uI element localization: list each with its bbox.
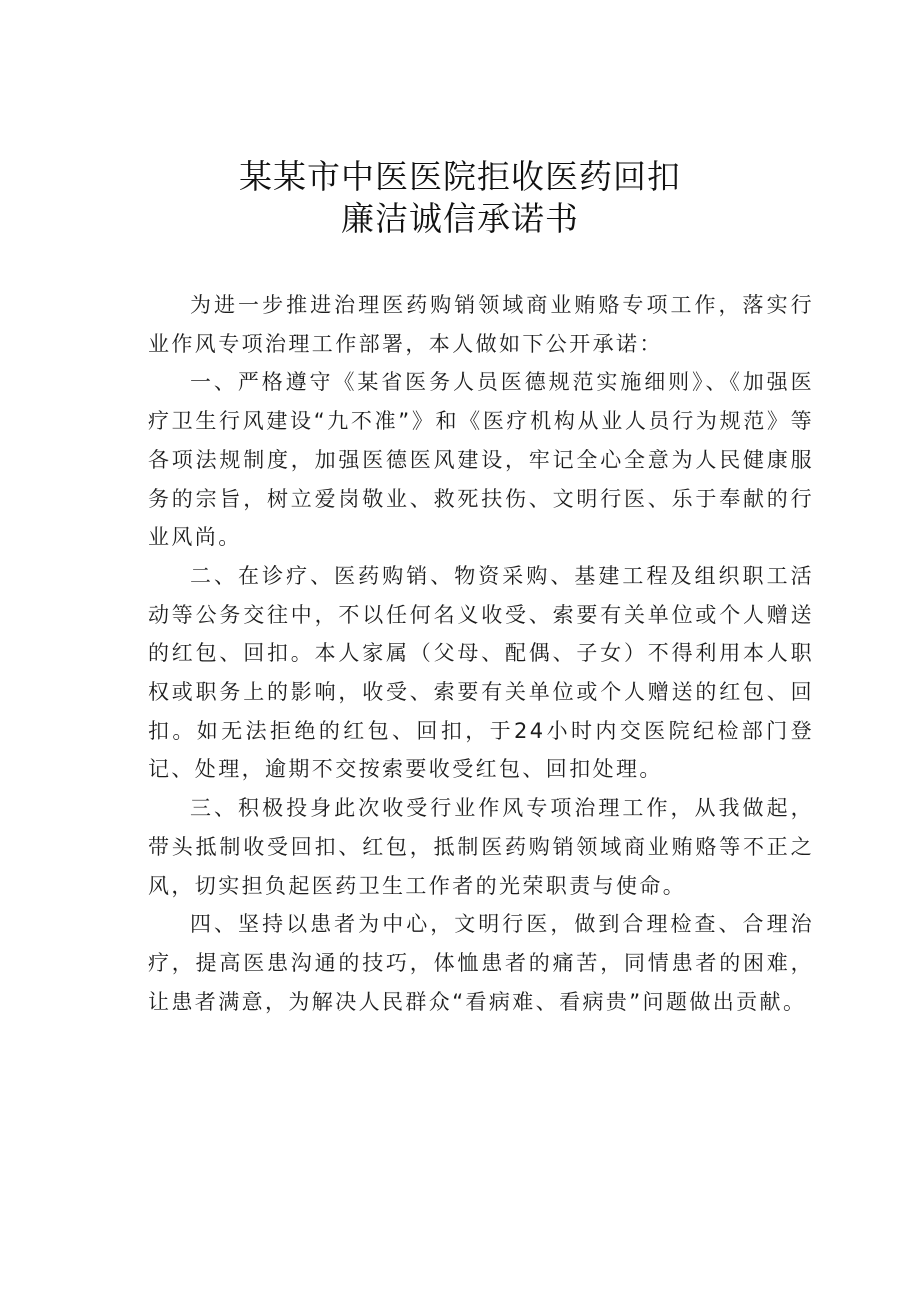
paragraph-intro: 为进一步推进治理医药购销领域商业贿赂专项工作，落实行业作风专项治理工作部署，本人做如下公开承诺： bbox=[148, 293, 814, 356]
paragraph-item-3: 三、积极投身此次收受行业作风专项治理工作，从我做起，带头抵制收受回扣、红包，抵制医药购销领域商业贿赂等不正之风，切实担负起医药卫生工作者的光荣职责与使命。 bbox=[148, 796, 814, 898]
document-title-line-1: 某某市中医医院拒收医药回扣 bbox=[239, 157, 681, 196]
paragraph-item-1: 一、严格遵守《某省医务人员医德规范实施细则》、《加强医疗卫生行风建设“九不准”》和《医疗机构从业人员行为规范》等各项法规制度，加强医德医风建设，牢记全心全意为人民健康服务的宗旨，树立爱岗敬业、救死扶伤、文明行医、乐于奉献的行业风尚。 bbox=[148, 370, 814, 550]
document-body bbox=[148, 286, 814, 1021]
paragraph-item-4: 四、坚持以患者为中心，文明行医，做到合理检查、合理治疗，提高医患沟通的技巧，体恤患者的痛苦，同情患者的困难，让患者满意，为解决人民群众“看病难、看病贵”问题做出贡献。 bbox=[148, 912, 814, 1014]
document-title-line-2: 廉洁诚信承诺书 bbox=[341, 199, 579, 238]
paragraph-item-2: 二、在诊疗、医药购销、物资采购、基建工程及组织职工活动等公务交往中，不以任何名义收受、索要有关单位或个人赠送的红包、回扣。本人家属（父母、配偶、子女）不得利用本人职权或职务上的影响，收受、索要有关单位或个人赠送的红包、回扣。如无法拒绝的红包、回扣，于24小时内交医院纪检部门登记、处理，逾期不交按索要收受红包、回扣处理。 bbox=[148, 563, 814, 782]
